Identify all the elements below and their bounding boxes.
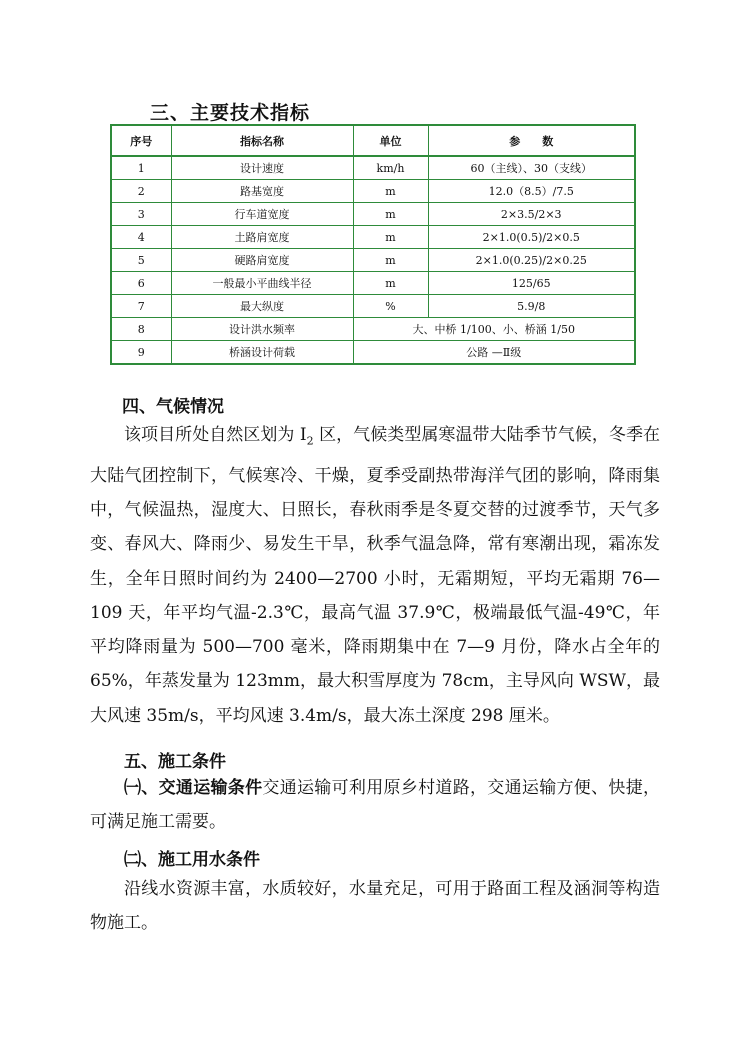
cell-name: 行车道宽度 xyxy=(171,203,353,226)
header-no: 序号 xyxy=(111,125,171,156)
table-row xyxy=(111,203,635,226)
climate-text-body: 区，气候类型属寒温带大陆季节气候，冬季在大陆气团控制下，气候寒冷、干燥，夏季受副热带海洋气团的影响，降雨集中，气候温热，湿度大、日照长，春秋雨季是冬夏交替的过渡季节，天气多变、春风大、降雨少、易发生干旱，秋季气温急降，常有寒潮出现，霜冻发生，全年日照时间约为 2400—2700 小时，无霜期短，平均无霜期 76—109 天，年平均气温-2.3℃，最高气温 37.9℃，极端最低气温-49℃，年平均降雨量为 500—700 毫米，降雨期集中在 7—9 月份，降水占全年的 65%，年蒸发量为 123mm，最大积雪厚度为 78cm，主导风向 WSW，最大风速 35m/s，平均风速 3.4m/s，最大冻土深度 298 厘米。 xyxy=(90,425,660,726)
cell-name: 硬路肩宽度 xyxy=(171,249,353,272)
water-text: 沿线水资源丰富，水质较好，水量充足，可用于路面工程及涵洞等构造物施工。 xyxy=(90,879,660,934)
climate-text-prefix: 该项目所处自然区划为 I xyxy=(124,425,307,445)
cell-value: 12.0（8.5）/7.5 xyxy=(428,180,635,203)
cell-merged-value: 公路 —Ⅱ级 xyxy=(353,341,635,365)
cell-name: 设计洪水频率 xyxy=(171,318,353,341)
cell-no: 3 xyxy=(111,203,171,226)
section-5-title: 五、施工条件 xyxy=(124,752,226,772)
cell-value: 5.9/8 xyxy=(428,295,635,318)
table-row xyxy=(111,249,635,272)
technical-indicators-table xyxy=(110,124,636,365)
transport-text: 交通运输可利用原乡村道路，交通运输方便、快捷，可满足施工需要。 xyxy=(90,778,661,833)
table-row xyxy=(111,318,635,341)
cell-name: 设计速度 xyxy=(171,156,353,180)
cell-unit: m xyxy=(353,272,428,295)
transport-paragraph xyxy=(90,771,660,840)
table-row xyxy=(111,341,635,365)
water-paragraph xyxy=(90,872,660,941)
section-3-title: 三、主要技术指标 xyxy=(150,102,311,124)
transport-title: ㈠、交通运输条件 xyxy=(124,778,263,798)
cell-name: 桥涵设计荷载 xyxy=(171,341,353,365)
climate-text-subscript: 2 xyxy=(306,434,314,448)
table-row xyxy=(111,272,635,295)
cell-unit: m xyxy=(353,203,428,226)
cell-value: 60（主线）、30（支线） xyxy=(428,156,635,180)
table-row xyxy=(111,295,635,318)
cell-name: 最大纵度 xyxy=(171,295,353,318)
cell-no: 1 xyxy=(111,156,171,180)
section-4-title: 四、气候情况 xyxy=(122,397,224,417)
cell-unit: m xyxy=(353,249,428,272)
cell-merged-value: 大、中桥 1/100、小、桥涵 1/50 xyxy=(353,318,635,341)
table-row xyxy=(111,226,635,249)
cell-no: 4 xyxy=(111,226,171,249)
cell-name: 路基宽度 xyxy=(171,180,353,203)
header-unit: 单位 xyxy=(353,125,428,156)
cell-value: 2×3.5/2×3 xyxy=(428,203,635,226)
cell-no: 5 xyxy=(111,249,171,272)
cell-unit: km/h xyxy=(353,156,428,180)
cell-unit: m xyxy=(353,226,428,249)
cell-no: 2 xyxy=(111,180,171,203)
table-header-row xyxy=(111,125,635,156)
table-row xyxy=(111,180,635,203)
cell-no: 7 xyxy=(111,295,171,318)
table-row xyxy=(111,156,635,180)
climate-paragraph xyxy=(90,418,660,733)
cell-value: 125/65 xyxy=(428,272,635,295)
cell-name: 土路肩宽度 xyxy=(171,226,353,249)
cell-name: 一般最小平曲线半径 xyxy=(171,272,353,295)
cell-unit: m xyxy=(353,180,428,203)
cell-no: 9 xyxy=(111,341,171,365)
cell-value: 2×1.0(0.5)/2×0.5 xyxy=(428,226,635,249)
cell-no: 8 xyxy=(111,318,171,341)
header-value: 参 数 xyxy=(428,125,635,156)
cell-no: 6 xyxy=(111,272,171,295)
cell-value: 2×1.0(0.25)/2×0.25 xyxy=(428,249,635,272)
header-name: 指标名称 xyxy=(171,125,353,156)
water-title: ㈡、施工用水条件 xyxy=(124,850,260,870)
cell-unit: % xyxy=(353,295,428,318)
